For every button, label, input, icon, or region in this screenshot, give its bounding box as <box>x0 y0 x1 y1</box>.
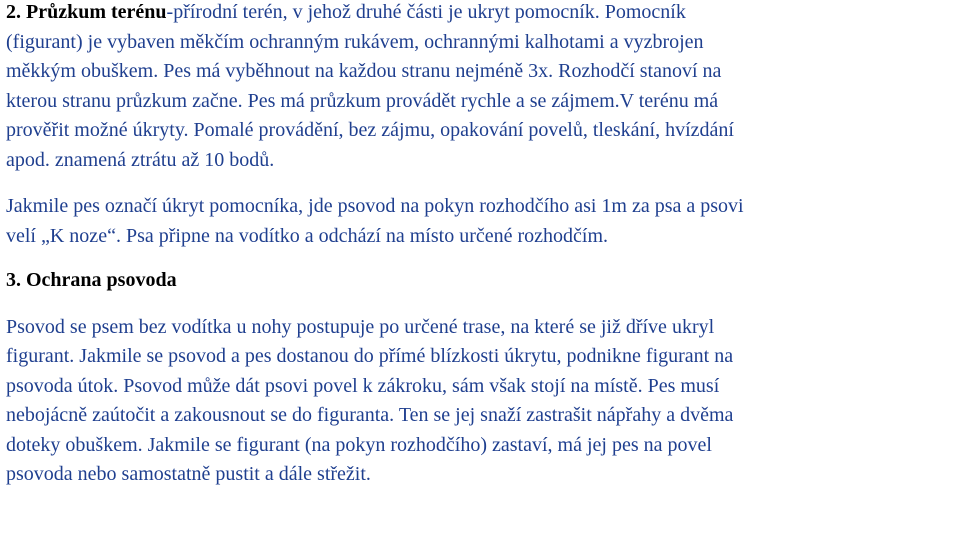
section-2-followup-line-2: velí „K noze“. Psa připne na vodítko a odchází na místo určené rozhodčím. <box>6 224 609 247</box>
section-3-line-3: psovoda útok. Psovod může dát psovi povel k zákroku, sám však stojí na místě. Pes musí <box>6 374 720 397</box>
section-2-followup-paragraph <box>6 192 956 251</box>
section-2-line-4: kterou stranu průzkum začne. Pes má průzkum provádět rychle a se zájmem.V terénu má <box>6 89 719 112</box>
document-body <box>6 0 956 490</box>
section-2-line-6: apod. znamená ztrátu až 10 bodů. <box>6 148 275 171</box>
section-3-heading: 3. Ochrana psovoda <box>6 269 177 291</box>
section-2-heading: 2. Průzkum terénu <box>6 1 167 23</box>
section-3-line-5: doteky obuškem. Jakmile se figurant (na pokyn rozhodčího) zastaví, má jej pes na povel <box>6 433 712 456</box>
section-2-line-1: -přírodní terén, v jehož druhé části je ukryt pomocník. Pomocník <box>166 1 686 23</box>
section-2-first-line <box>6 0 956 28</box>
section-3-line-4: nebojácně zaútočit a zakousnout se do figuranta. Ten se jej snaží zastrašit nápřahy a dvěma <box>6 404 734 426</box>
section-2-line-2: (figurant) je vybaven měkčím ochranným rukávem, ochrannými kalhotami a vyzbrojen <box>6 30 704 53</box>
section-2-paragraph <box>6 0 956 175</box>
section-2-followup-line-1: Jakmile pes označí úkryt pomocníka, jde psovod na pokyn rozhodčího asi 1m za psa a psovi <box>6 195 744 217</box>
section-2-line-5: prověřit možné úkryty. Pomalé provádění, bez zájmu, opakování povelů, tleskání, hvízdání <box>6 119 734 141</box>
section-3-line-6: psovoda nebo samostatně pustit a dále střežit. <box>6 463 371 485</box>
section-3-line-2: figurant. Jakmile se psovod a pes dostanou do přímé blízkosti úkrytu, podnikne figurant na <box>6 345 734 367</box>
section-3-line-1: Psovod se psem bez vodítka u nohy postupuje po určené trase, na které se již dříve ukryl <box>6 315 715 338</box>
section-3-paragraph <box>6 313 956 490</box>
section-2-line-3: měkkým obuškem. Pes má vyběhnout na každou stranu nejméně 3x. Rozhodčí stanoví na <box>6 60 722 82</box>
